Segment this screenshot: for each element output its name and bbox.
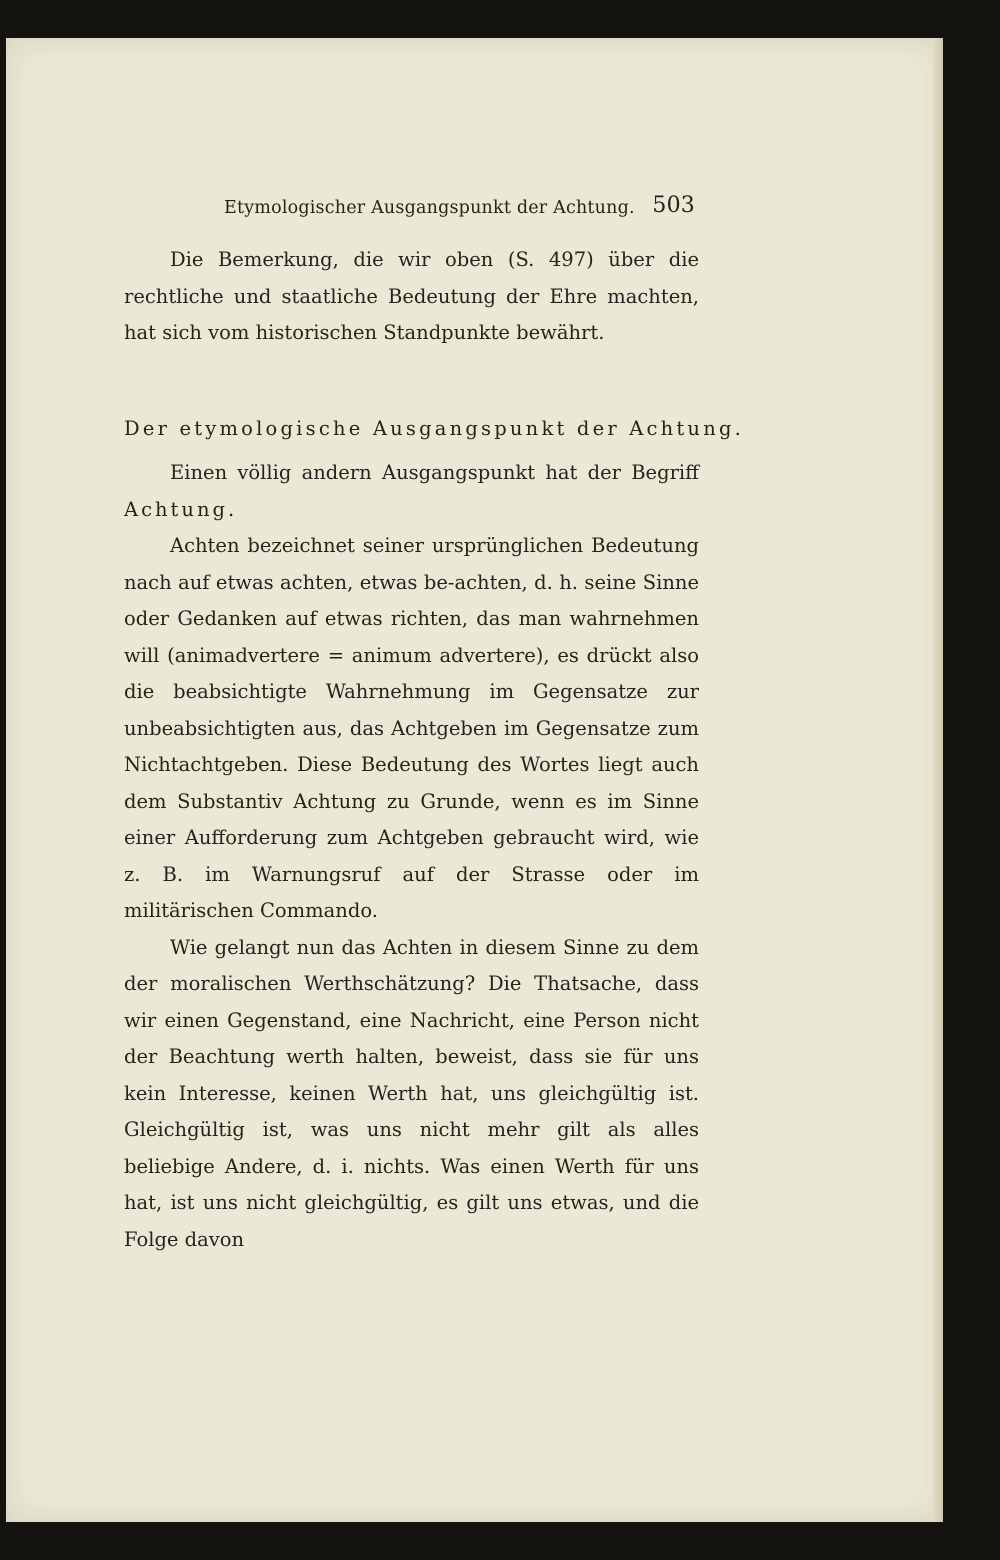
paragraph-2-text: Einen völlig andern Ausgangspunkt hat der Begriff bbox=[170, 461, 699, 484]
section-heading: Der etymologische Ausgangspunkt der Achtung. bbox=[124, 416, 745, 440]
paragraph-4: Wie gelangt nun das Achten in diesem Sinne zu dem der moralischen Werthschätzung? Die Thatsache, dass wir einen Gegenstand, eine Nachricht, eine Person nicht der Beachtung werth halten, beweist, dass sie für uns kein Interesse, keinen Werth hat, uns gleichgültig ist. Gleichgültig ist, was uns nicht mehr gilt als alles beliebige Andere, d. i. nichts. Was einen Werth für uns hat, ist uns nicht gleichgültig, es gilt uns etwas, und die Folge davon bbox=[124, 935, 699, 1251]
page-number: 503 bbox=[652, 193, 695, 218]
running-title: Etymologischer Ausgangspunkt der Achtung. bbox=[224, 198, 635, 218]
paragraph-3: Achten bezeichnet seiner ursprünglichen Bedeutung nach auf etwas achten, etwas be-achten, d. h. seine Sinne oder Gedanken auf etwas richten, das man wahrnehmen will (animadvertere = animum advertere), es drückt also die beabsichtigte Wahrnehmung im Gegensatze zur unbeabsichtigten aus, das Achtgeben im Gegensatze zum Nichtachtgeben. Diese Bedeutung des Wortes liegt auch dem Substantiv Achtung zu Grunde, wenn es im Sinne einer Aufforderung zum Achtgeben gebraucht wird, wie z. B. im Warnungsruf auf der Strasse oder im militärischen Commando. bbox=[124, 534, 699, 922]
page-edge bbox=[932, 38, 943, 1522]
text-block bbox=[124, 193, 745, 1258]
running-head bbox=[124, 193, 699, 226]
paragraph-1: Die Bemerkung, die wir oben (S. 497) über die rechtliche und staatliche Bedeutung der Ehre machten, hat sich vom historischen Standpunkte bewährt. bbox=[124, 248, 699, 344]
paragraph-2 bbox=[124, 455, 699, 528]
spaced-term-achtung: Achtung. bbox=[124, 497, 238, 521]
